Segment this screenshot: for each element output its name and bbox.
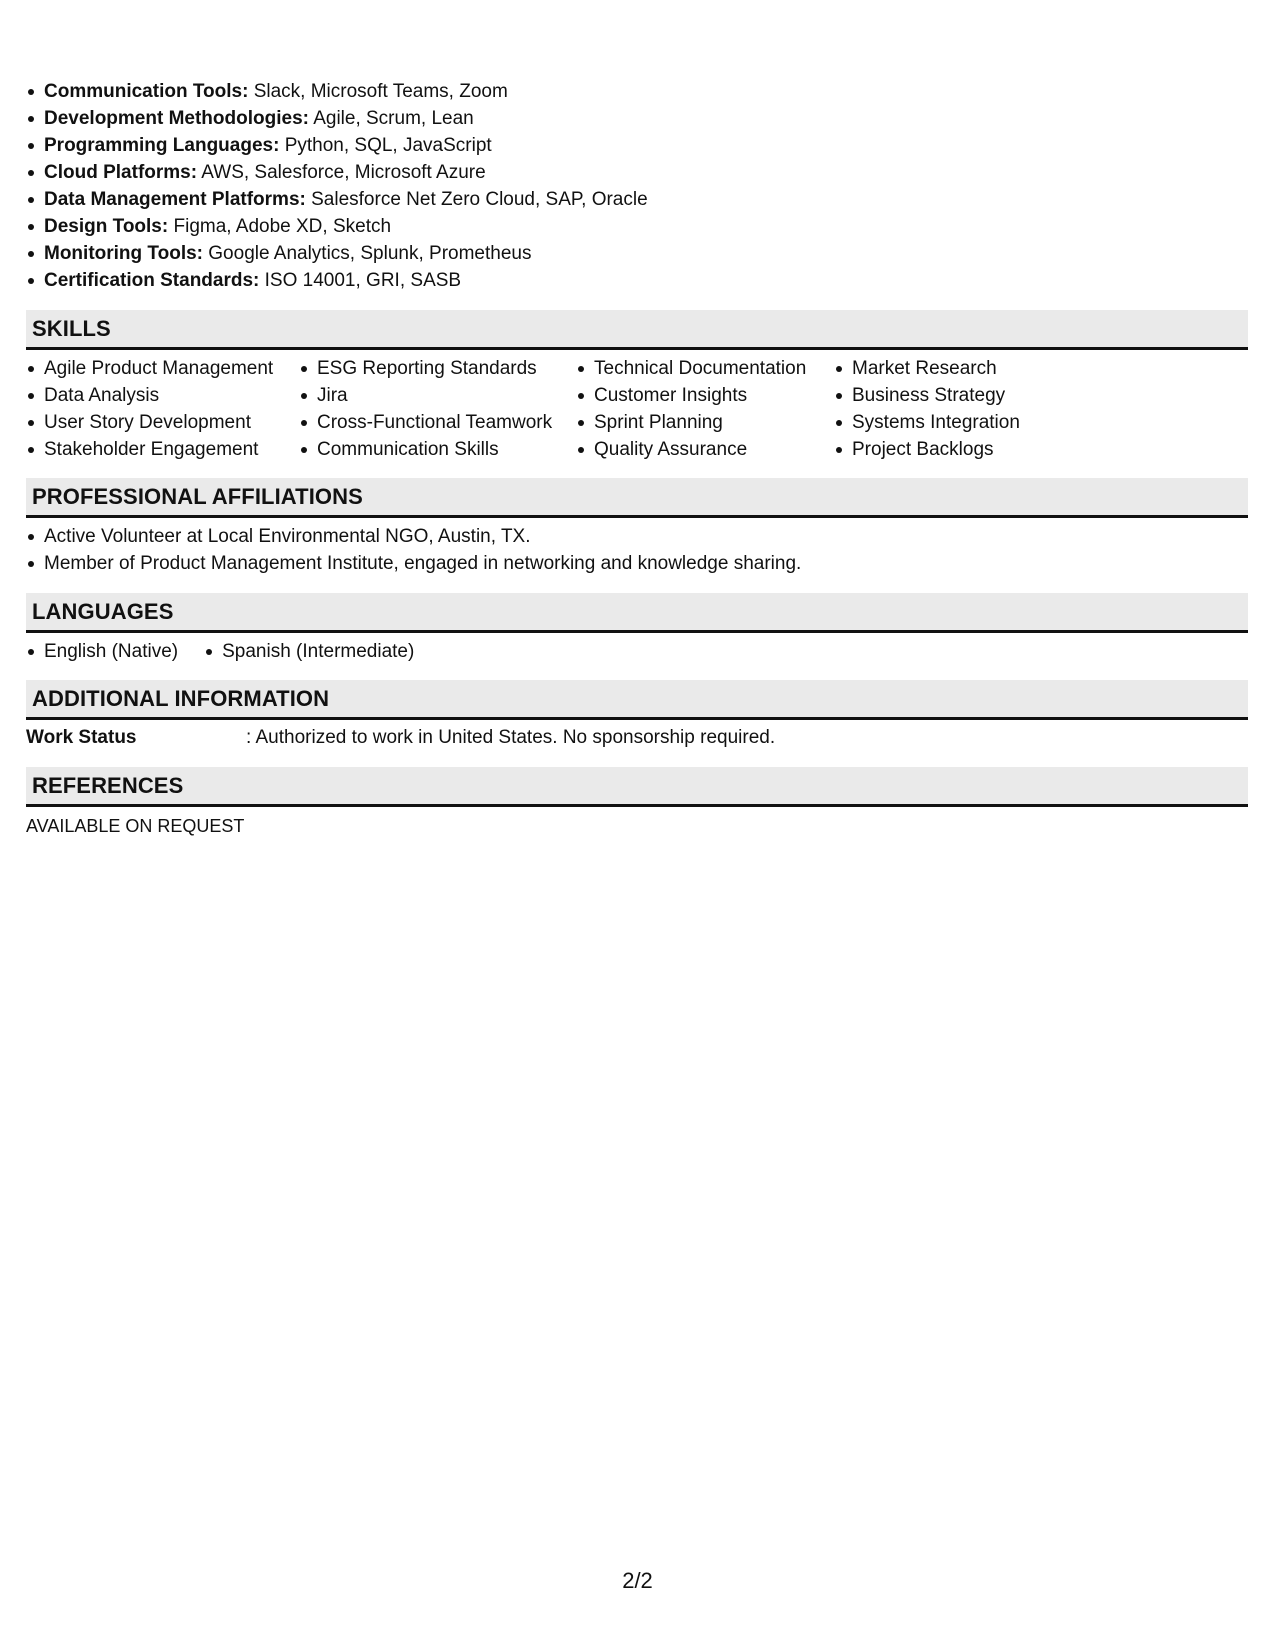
work-status-value: : Authorized to work in United States. No sponsorship required.	[246, 727, 776, 748]
list-item: Member of Product Management Institute, engaged in networking and knowledge sharing.	[26, 550, 1248, 577]
list-item: Business Strategy	[834, 382, 1094, 409]
list-item: Quality Assurance	[576, 436, 834, 463]
additional-info-heading: ADDITIONAL INFORMATION	[26, 680, 1248, 720]
work-status-label: Work Status	[26, 727, 137, 748]
languages-heading: LANGUAGES	[26, 593, 1248, 633]
list-item: English (Native)	[26, 638, 178, 665]
list-item: Data Management Platforms: Salesforce Net Zero Cloud, SAP, Oracle	[26, 186, 1248, 213]
list-item: Cloud Platforms: AWS, Salesforce, Microsoft Azure	[26, 159, 1248, 186]
list-item: Market Research	[834, 355, 1094, 382]
list-item: ESG Reporting Standards	[299, 355, 576, 382]
skills-column	[576, 355, 834, 463]
list-item: Customer Insights	[576, 382, 834, 409]
references-heading: REFERENCES	[26, 767, 1248, 807]
list-item: Data Analysis	[26, 382, 299, 409]
languages-list	[26, 638, 1248, 665]
list-item: Communication Tools: Slack, Microsoft Teams, Zoom	[26, 78, 1248, 105]
list-item: Communication Skills	[299, 436, 576, 463]
skills-column	[834, 355, 1094, 463]
list-item: Monitoring Tools: Google Analytics, Splunk, Prometheus	[26, 240, 1248, 267]
tools-list	[26, 78, 1248, 294]
list-item: Development Methodologies: Agile, Scrum, Lean	[26, 105, 1248, 132]
list-item: Cross-Functional Teamwork	[299, 409, 576, 436]
list-item: Agile Product Management	[26, 355, 299, 382]
list-item: Certification Standards: ISO 14001, GRI, SASB	[26, 267, 1248, 294]
list-item: Programming Languages: Python, SQL, JavaScript	[26, 132, 1248, 159]
list-item: Project Backlogs	[834, 436, 1094, 463]
list-item: Jira	[299, 382, 576, 409]
list-item: Active Volunteer at Local Environmental NGO, Austin, TX.	[26, 523, 1248, 550]
list-item: Spanish (Intermediate)	[204, 638, 414, 665]
list-item: Stakeholder Engagement	[26, 436, 299, 463]
affiliations-heading: PROFESSIONAL AFFILIATIONS	[26, 478, 1248, 518]
list-item: User Story Development	[26, 409, 299, 436]
list-item: Design Tools: Figma, Adobe XD, Sketch	[26, 213, 1248, 240]
list-item: Technical Documentation	[576, 355, 834, 382]
references-text: AVAILABLE ON REQUEST	[26, 816, 245, 836]
work-status-row	[26, 724, 1248, 751]
list-item: Sprint Planning	[576, 409, 834, 436]
affiliations-list	[26, 523, 1248, 577]
skills-heading: SKILLS	[26, 310, 1248, 350]
skills-column	[299, 355, 576, 463]
resume-page	[26, 78, 1248, 840]
skills-column	[26, 355, 299, 463]
skills-grid	[26, 355, 1248, 463]
list-item: Systems Integration	[834, 409, 1094, 436]
page-number: 2/2	[622, 1568, 653, 1593]
